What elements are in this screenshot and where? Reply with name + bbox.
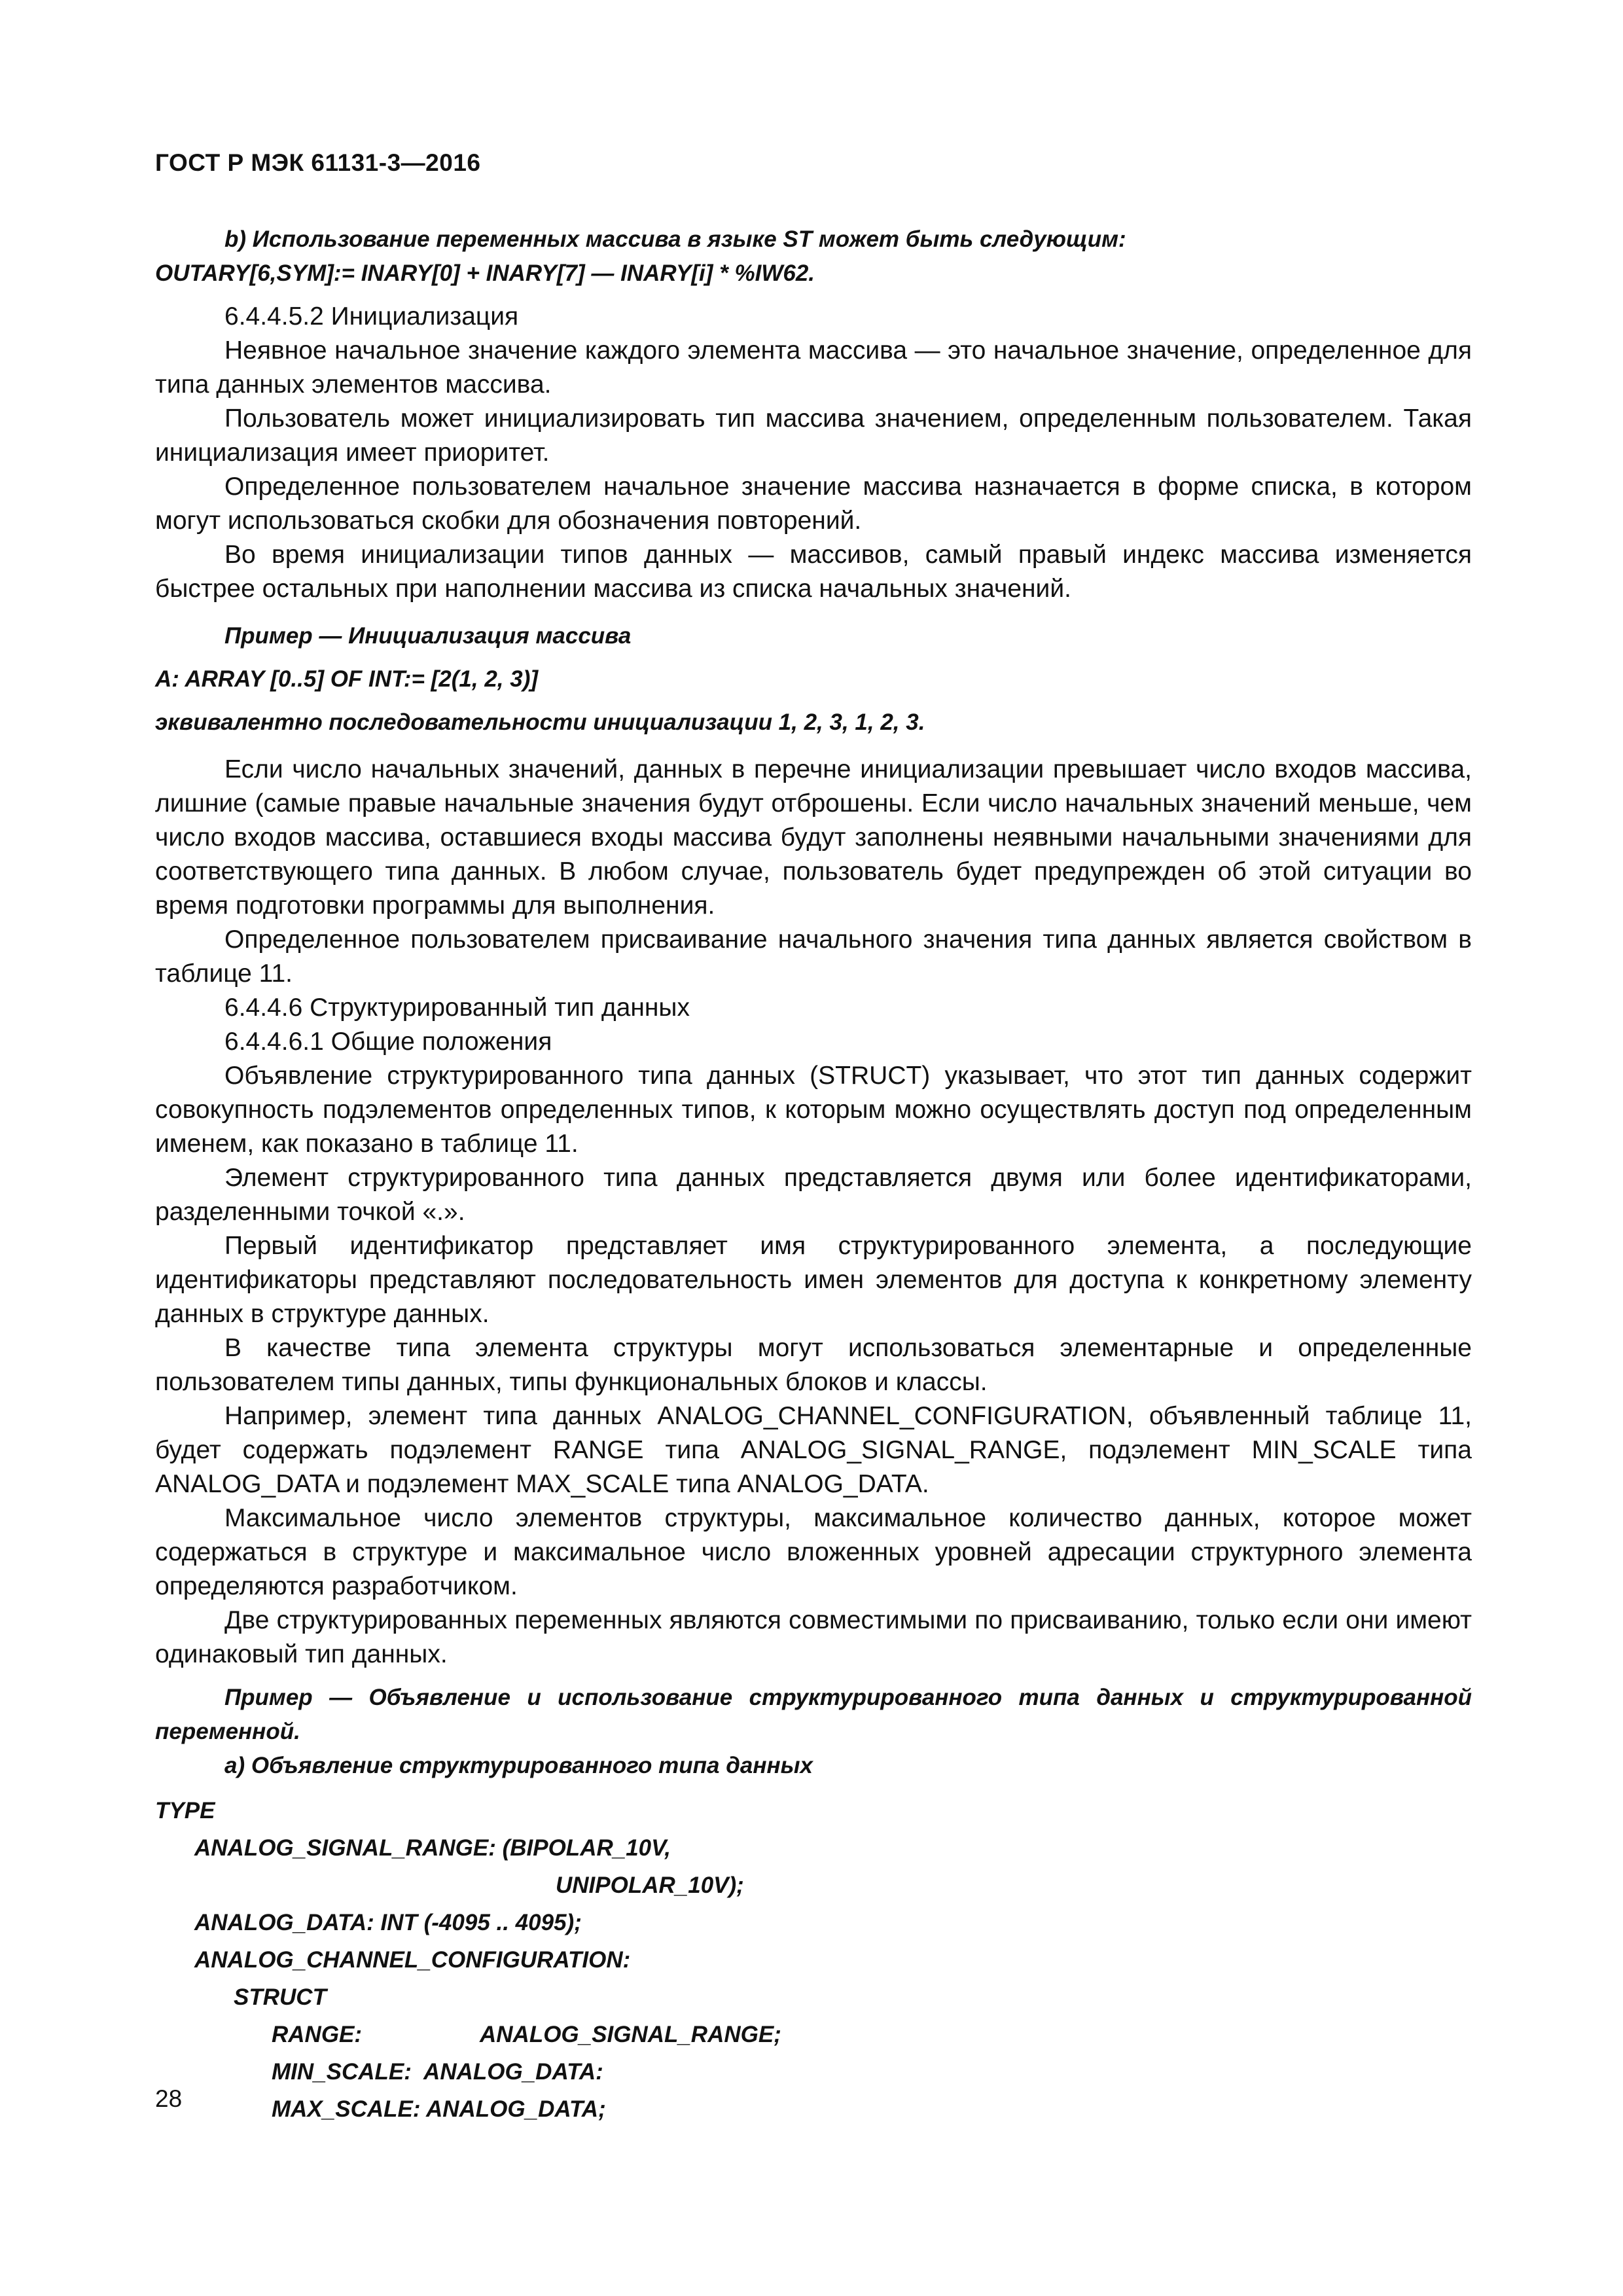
example-init-note: эквивалентно последовательности инициализации 1, 2, 3, 1, 2, 3. [155,709,925,735]
code-field-type: ANALOG_SIGNAL_RANGE; [480,2022,781,2047]
struct-paragraph-2: Элемент структурированного типа данных представляется двумя или более идентификаторами, разделенными точкой «.». [155,1164,1472,1226]
init-paragraph-4: Во время инициализации типов данных — массивов, самый правый индекс массива изменяется быстрее остальных при наполнении массива из списка начальных значений. [155,541,1472,603]
example-struct-subtitle: a) Объявление структурированного типа данных [224,1753,813,1778]
code-line: ANALOG_CHANNEL_CONFIGURATION: [194,1947,631,1973]
page-number: 28 [155,2085,183,2112]
init-paragraph-5: Если число начальных значений, данных в перечне инициализации превышает число входов массива, лишние (самые правые начальные значения будут отброшены. Если число начальных значений меньше, чем число входов массива, оставшиеся входы массива будут заполнены неявными начальными значениями для соответствующего типа данных. В любом случае, пользователь будет предупрежден об этой ситуации во время подготовки программы для выполнения. [155,755,1472,920]
code-line: MAX_SCALE: ANALOG_DATA; [272,2096,606,2122]
example-struct-title: Пример — Объявление и использование структурированного типа данных и структурированной переменной. [155,1685,1472,1744]
struct-paragraph-1: Объявление структурированного типа данных (STRUCT) указывает, что этот тип данных содержит совокупность подэлементов определенных типов, к которым можно осуществлять доступ под определенным именем, как показано в таблице 11. [155,1062,1472,1158]
struct-heading: 6.4.4.6 Структурированный тип данных [224,994,690,1022]
struct-paragraph-5: Например, элемент типа данных ANALOG_CHANNEL_CONFIGURATION, объявленный таблице 11, будет содержать подэлемент RANGE типа ANALOG_SIGNAL_RANGE, подэлемент MIN_SCALE типа ANALOG_DATA и подэлемент MAX_SCALE типа ANALOG_DATA. [155,1402,1472,1498]
code-line: ANALOG_SIGNAL_RANGE: (BIPOLAR_10V, [194,1835,671,1861]
example-b-title: b) Использование переменных массива в языке ST может быть следующим: [224,226,1126,252]
struct-paragraph-6: Максимальное число элементов структуры, максимальное количество данных, которое может содержаться в структуре и максимальное число вложенных уровней адресации структурного элемента определяются разработчиком. [155,1504,1472,1600]
example-init-title: Пример — Инициализация массива [224,623,632,649]
init-paragraph-6: Определенное пользователем присваивание начального значения типа данных является свойством в таблице 11. [155,925,1472,988]
document-header: ГОСТ Р МЭК 61131-3—2016 [155,149,481,176]
init-paragraph-2: Пользователь может инициализировать тип массива значением, определенным пользователем. Такая инициализация имеет приоритет. [155,404,1472,467]
init-paragraph-3: Определенное пользователем начальное значение массива назначается в форме списка, в котором могут использоваться скобки для обозначения повторений. [155,473,1472,535]
example-b-code: OUTARY[6,SYM]:= INARY[0] + INARY[7] — INARY[i] * %IW62. [155,260,815,286]
code-line: TYPE [155,1798,215,1823]
page-content [155,223,1472,2128]
code-line: MIN_SCALE: ANALOG_DATA: [272,2059,603,2085]
code-line [155,2016,1472,2053]
struct-paragraph-4: В качестве типа элемента структуры могут использоваться элементарные и определенные пользователем типы данных, типы функциональных блоков и классы. [155,1334,1472,1396]
struct-paragraph-7: Две структурированных переменных являются совместимыми по присваиванию, только если они имеют одинаковый тип данных. [155,1606,1472,1668]
struct-paragraph-3: Первый идентификатор представляет имя структурированного элемента, а последующие идентификаторы представляют последовательность имен элементов для доступа к конкретному элементу данных в структуре данных. [155,1232,1472,1328]
code-line: STRUCT [234,1984,327,2010]
example-init-code: A: ARRAY [0..5] OF INT:= [2(1, 2, 3)] [155,666,539,692]
init-paragraph-1: Неявное начальное значение каждого элемента массива — это начальное значение, определенное для типа данных элементов массива. [155,336,1472,399]
code-block [155,1792,1472,2128]
code-line: UNIPOLAR_10V); [556,1873,744,1898]
code-field-name: RANGE: [272,2022,363,2047]
code-line: ANALOG_DATA: INT (-4095 .. 4095); [194,1910,582,1935]
struct-sub-heading: 6.4.4.6.1 Общие положения [224,1028,552,1056]
init-heading: 6.4.4.5.2 Инициализация [224,302,519,331]
